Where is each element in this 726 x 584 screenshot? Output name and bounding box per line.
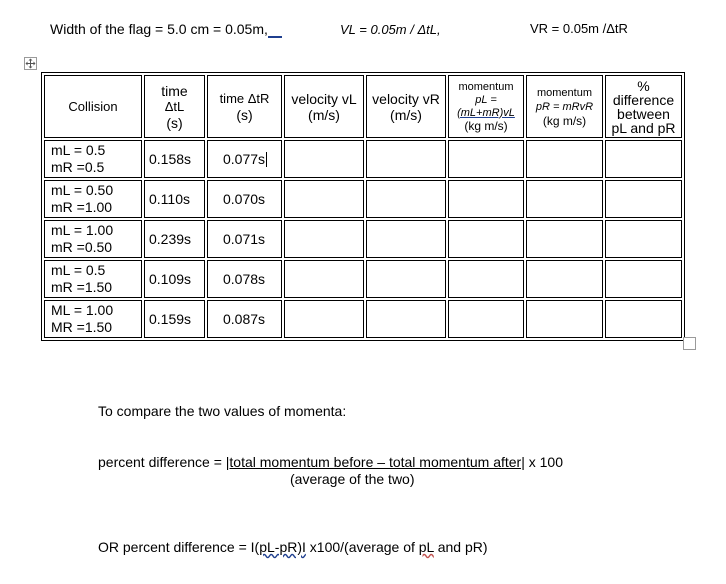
table-header-row [44,75,682,138]
header-time-r [207,75,282,138]
cell-percent-diff[interactable] [605,140,682,178]
header-momentum-r-1: momentum [536,86,593,99]
cell-velocity-r[interactable] [366,260,446,298]
formula2-mid: pL-pR)I [259,539,306,555]
cell-ml: mL = 0.5 [51,142,106,158]
cell-velocity-r[interactable] [366,220,446,258]
cell-momentum-r[interactable] [526,300,603,338]
cell-time-l[interactable]: 0.239s [144,220,205,258]
formula2-and: and pR) [433,539,488,555]
formula1-main: |total momentum before – total momentum after| [225,454,525,470]
header-time-l-3: (s) [166,114,183,131]
table-row [44,300,682,338]
table-row [44,180,682,218]
cell-mr: mR =1.50 [51,279,113,295]
cell-ml: mL = 0.5 [51,262,106,278]
cell-momentum-r[interactable] [526,220,603,258]
cell-momentum-l[interactable] [448,140,524,178]
header-velocity-r-2: (m/s) [390,106,422,123]
cell-velocity-l[interactable] [284,220,364,258]
cell-collision[interactable] [44,260,142,298]
header-velocity-l-2: (m/s) [308,106,340,123]
header-time-l [144,75,205,138]
cell-collision[interactable] [44,220,142,258]
header-percent-diff [605,75,682,138]
vl-formula: VL = 0.05m / ΔtL, [340,22,441,37]
cell-ml: mL = 1.00 [51,222,114,238]
header-velocity-r [366,75,446,138]
cell-collision[interactable] [44,140,142,178]
formula1-prefix: percent difference = [98,454,226,470]
vr-formula-text: VR = 0.05m /ΔtR [530,21,628,36]
header-percent-diff-2: difference [612,91,675,108]
formula1-denominator: (average of the two) [290,471,415,487]
cell-time-r[interactable]: 0.077s [207,140,282,178]
cell-percent-diff[interactable] [605,300,682,338]
header-momentum-r [526,75,603,138]
cell-velocity-l[interactable] [284,140,364,178]
table-row [44,220,682,258]
header-time-l-2: ΔtL [164,98,185,114]
header-momentum-l-1: momentum [458,80,514,93]
cell-time-r[interactable]: 0.087s [207,300,282,338]
header-velocity-r-1: velocity vR [372,90,440,107]
percent-diff-alt-formula [98,539,488,555]
cell-percent-diff[interactable] [605,260,682,298]
cell-momentum-r[interactable] [526,260,603,298]
cell-time-r[interactable]: 0.078s [207,260,282,298]
cell-time-r[interactable]: 0.071s [207,220,282,258]
cell-momentum-l[interactable] [448,300,524,338]
header-time-r-2: (s) [236,106,253,123]
percent-diff-formula [98,454,563,470]
table-row [44,260,682,298]
formula2-prefix: OR percent difference = I( [98,539,260,555]
header-momentum-l-4: (kg m/s) [464,118,508,133]
header-momentum-l [448,75,524,138]
cell-velocity-r[interactable] [366,140,446,178]
formula2-rest: x100/(average of [305,539,419,555]
cell-ml: mL = 0.50 [51,182,114,198]
header-velocity-l-1: velocity vL [291,90,357,107]
cell-collision[interactable] [44,300,142,338]
cell-time-l[interactable]: 0.159s [144,300,205,338]
text-cursor [266,152,267,167]
header-momentum-r-3: (kg m/s) [542,113,587,128]
cell-velocity-l[interactable] [284,180,364,218]
compare-text: To compare the two values of momenta: [98,403,347,419]
table-row [44,140,682,178]
cell-momentum-l[interactable] [448,220,524,258]
header-collision: Collision [44,75,142,138]
cell-time-r[interactable]: 0.070s [207,180,282,218]
table-resize-icon[interactable] [683,337,696,350]
flag-width-label: Width of the flag = 5.0 cm = 0.05m, [50,21,268,37]
cell-momentum-l[interactable] [448,260,524,298]
header-percent-diff-1: % [637,77,650,94]
cell-velocity-l[interactable] [284,300,364,338]
cell-mr: mR =0.5 [51,159,105,175]
formula2-pl: pL [418,539,434,555]
table-move-icon[interactable] [24,57,37,70]
collision-table [41,72,685,341]
cell-mr: MR =1.50 [51,319,113,335]
header-time-l-1: time [161,82,188,99]
cell-percent-diff[interactable] [605,180,682,218]
header-momentum-l-3: (mL+mR)vL [457,106,515,119]
header-time-r-1: time ΔtR [219,90,270,106]
vr-formula [530,21,628,36]
cell-time-l[interactable]: 0.110s [144,180,205,218]
formula1-suffix: x 100 [524,454,563,470]
cell-time-l[interactable]: 0.109s [144,260,205,298]
header-momentum-l-2: pL = [475,93,497,106]
cell-velocity-r[interactable] [366,180,446,218]
cell-momentum-r[interactable] [526,180,603,218]
header-percent-diff-4: pL and pR [611,119,676,136]
cell-momentum-l[interactable] [448,180,524,218]
cell-velocity-l[interactable] [284,260,364,298]
cell-percent-diff[interactable] [605,220,682,258]
cell-mr: mR =1.00 [51,199,113,215]
cell-time-l[interactable]: 0.158s [144,140,205,178]
header-percent-diff-3: between [617,105,670,122]
flag-width-text [50,21,282,38]
header-velocity-l [284,75,364,138]
cell-velocity-r[interactable] [366,300,446,338]
cell-mr: mR =0.50 [51,239,113,255]
header-momentum-r-2: pR = mRvR [535,100,594,113]
cell-collision[interactable] [44,180,142,218]
cell-momentum-r[interactable] [526,140,603,178]
cell-ml: ML = 1.00 [51,302,114,318]
